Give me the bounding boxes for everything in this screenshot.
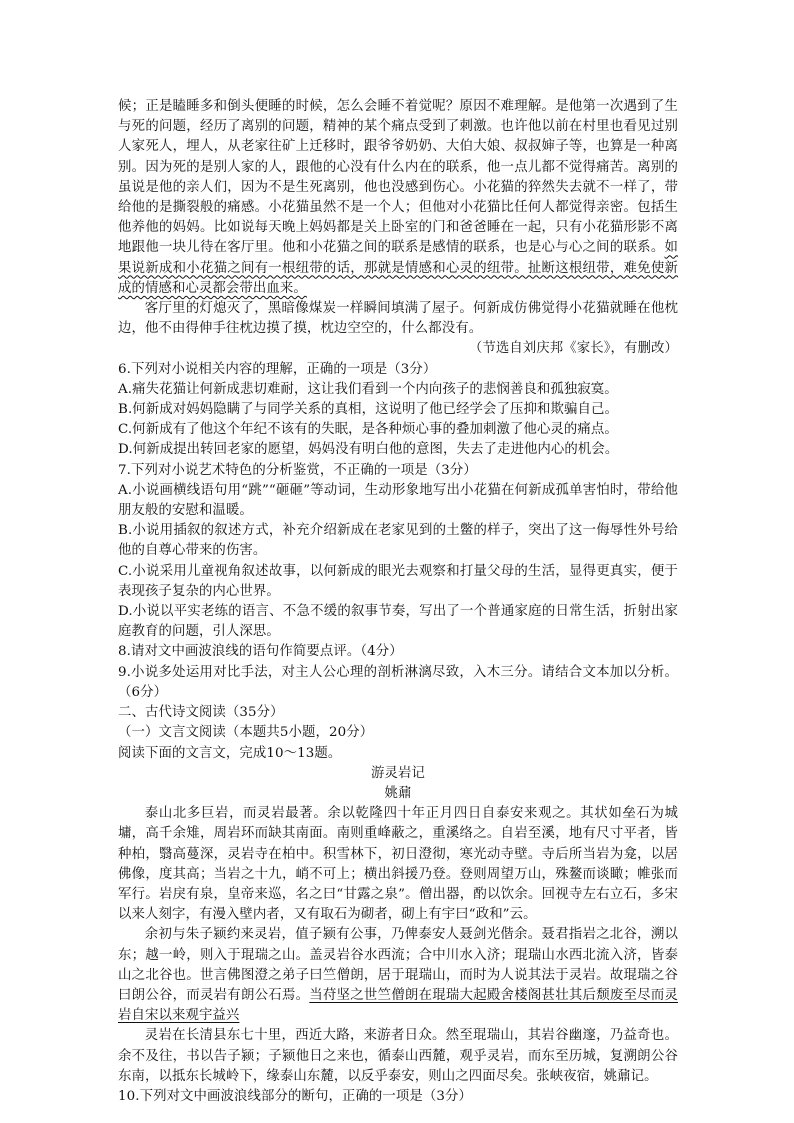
question-7-option-a: A.小说画横线语句用“跳”“砸砸”等动词，生动形象地写出小花猫在何新成孤单害怕时，带给他朋友般的安慰和温暖。 (118, 482, 678, 519)
question-7-option-d: D.小说以平实老练的语言、不急不缓的叙事节奏，写出了一个普通家庭的日常生活，折射出家庭教育的问题，引人深思。 (118, 604, 678, 640)
classical-title: 游灵岩记 (371, 765, 425, 781)
wavy-underlined-sentence: 如果说新成和小花猫之间有一根纽带的话，那就是情感和心灵的纽带。扯断这根纽带，难免使新成的情感和心灵都会带出血来。 (118, 240, 678, 296)
source-note: （节选自刘庆邦《家长》，有删改） (468, 341, 678, 357)
question-7-option-b: B.小说用插叙的叙述方式，补充介绍新成在老家见到的土鳖的样子，突出了这一侮辱性外号给他的自尊心带来的伤害。 (118, 523, 678, 559)
question-8: 8.请对文中画波浪线的语句作简要点评。（4分） (118, 644, 403, 660)
question-6-option-d: D.何新成提出转回老家的愿望，妈妈没有明白他的意图，失去了走进他内心的机会。 (118, 442, 619, 458)
question-9: 9.小说多处运用对比手法，对主人公心理的剖析淋漓尽致，入木三分。请结合文本加以分析。（6分） (118, 664, 678, 700)
classical-paragraph: 泰山北多巨岩，而灵岩最著。余以乾隆四十年正月四日自泰安来观之。其状如垒石为城墉，高千余雉，周岩环而缺其南面。南则重峰蔽之，重溪络之。自岩至溪，地有尺寸平者，皆种柏，翳高蔓深，灵岩寺在柏中。积雪林下，初日澄彻，寒光动寺壁。寺后所当岩为龛，以居佛像，度其高；当岩之十九，峭不可上；横出斜援乃登。登则周望万山，殊鳌而谈瞰；帷张而军行。岩戾有泉，皇帝来巡，名之曰“甘露之泉”。僧出器，酌以饮余。回视寺左右立石，多宋以来人刻字，有漫入壁内者，又有取石为砌者，砌上有宇曰“政和”云。 (118, 806, 678, 923)
question-10-stem: 10.下列对文中画波浪线部分的断句，正确的一项是（3分） (118, 1088, 472, 1104)
classical-text: 余初与朱子颍约来灵岩，值子颍有公事，乃俾泰安人聂剑光偕余。聂君指岩之北谷，溯以东；越一岭，则入于琨瑞之山。盖灵岩谷水西流；合中川水入济；琨瑞山水西北流入济，皆泰山之北谷也。世言佛图澄之弟子曰竺僧朗，居于琨瑞山，而时为人说其法于灵岩。故琨瑞之谷曰朗公谷，而灵岩有朗公石焉。 (118, 927, 678, 1003)
classical-paragraph (118, 925, 678, 1026)
question-7-stem: 7.下列对小说艺术特色的分析鉴赏，不正确的一项是（3分） (118, 462, 477, 478)
passage-text: 候；正是瞌睡多和倒头便睡的时候，怎么会睡不着觉呢？原因不难理解。是他第一次遇到了生与死的问题，经历了离别的问题，精神的某个痛点受到了刺激。也许他以前在村里也看见过别人家死人，埋人，从老家往矿上迁移时，跟爷爷奶奶、大伯大娘、叔叔婶子等，也算是一种离别。因为死的是别人家的人，跟他的心没有什么内在的联系，他一点儿都不觉得痛苦。离别的虽说是他的亲人们，因为不是生死离别，他也没感到伤心。小花猫的猝然失去就不一样了，带给他的是撕裂般的痛感。小花猫虽然不是一个人；但他对小花猫比任何人都觉得亲密。包括生他养他的妈妈。比如说每天晚上妈妈都是关上卧室的门和爸爸睡在一起，只有小花猫形影不离地跟他一块儿待在客厅里。他和小花猫之间的联系是感情的联系，也是心与心之间的联系。 (118, 99, 678, 256)
underlined-sentence: 当苻坚之世竺僧朗在琨瑞大起殿舍楼阁甚壮其后颓废至尽而灵岩自宋以来观宇益兴 (118, 987, 678, 1024)
question-6-stem: 6.下列对小说相关内容的理解，正确的一项是（3分） (118, 361, 437, 377)
question-7-option-c: C.小说采用儿童视角叙述故事，以何新成的眼光去观察和打量父母的生活，显得更真实，便于表现孩子复杂的内心世界。 (118, 563, 678, 599)
question-6-option-a: A.痛失花猫让何新成悲切难耐，这让我们看到一个内向孩子的悲悯善良和孤独寂寞。 (118, 381, 618, 397)
question-6-option-b: B.何新成对妈妈隐瞒了与同学关系的真相，这说明了他已经学会了压抑和欺骗自己。 (118, 402, 618, 418)
passage-paragraph (118, 97, 678, 299)
reading-instruction: 阅读下面的文言文，完成10～13题。 (118, 745, 342, 761)
passage-paragraph: 客厅里的灯熄灭了，黑暗像煤炭一样瞬间填满了屋子。何新成仿佛觉得小花猫就睡在他枕边，他不由得伸手往枕边摸了摸，枕边空空的，什么都没有。 (118, 301, 678, 337)
classical-paragraph: 灵岩在长清县东七十里，西近大路，来游者日众。然至琨瑞山，其岩谷幽邃，乃益奇也。余不及往，书以告子颍；子颍他日之来也，循泰山西麓，观乎灵岩，而东至历城，复溯朗公谷东南，以抵东长城岭下，缘泰山东麓，以反乎泰安，则山之四面尽矣。张峡夜宿，姚鼐记。 (118, 1028, 678, 1084)
question-6-option-c: C.何新成有了他这个年纪不该有的失眠，是各种烦心事的叠加刺激了他心灵的痛点。 (118, 422, 618, 438)
subsection-heading: （一）文言文阅读（本题共5小题，20分） (118, 725, 374, 741)
page-content (118, 97, 678, 1107)
section-heading: 二、古代诗文阅读（35分） (118, 705, 284, 721)
classical-author: 姚鼐 (384, 785, 412, 801)
